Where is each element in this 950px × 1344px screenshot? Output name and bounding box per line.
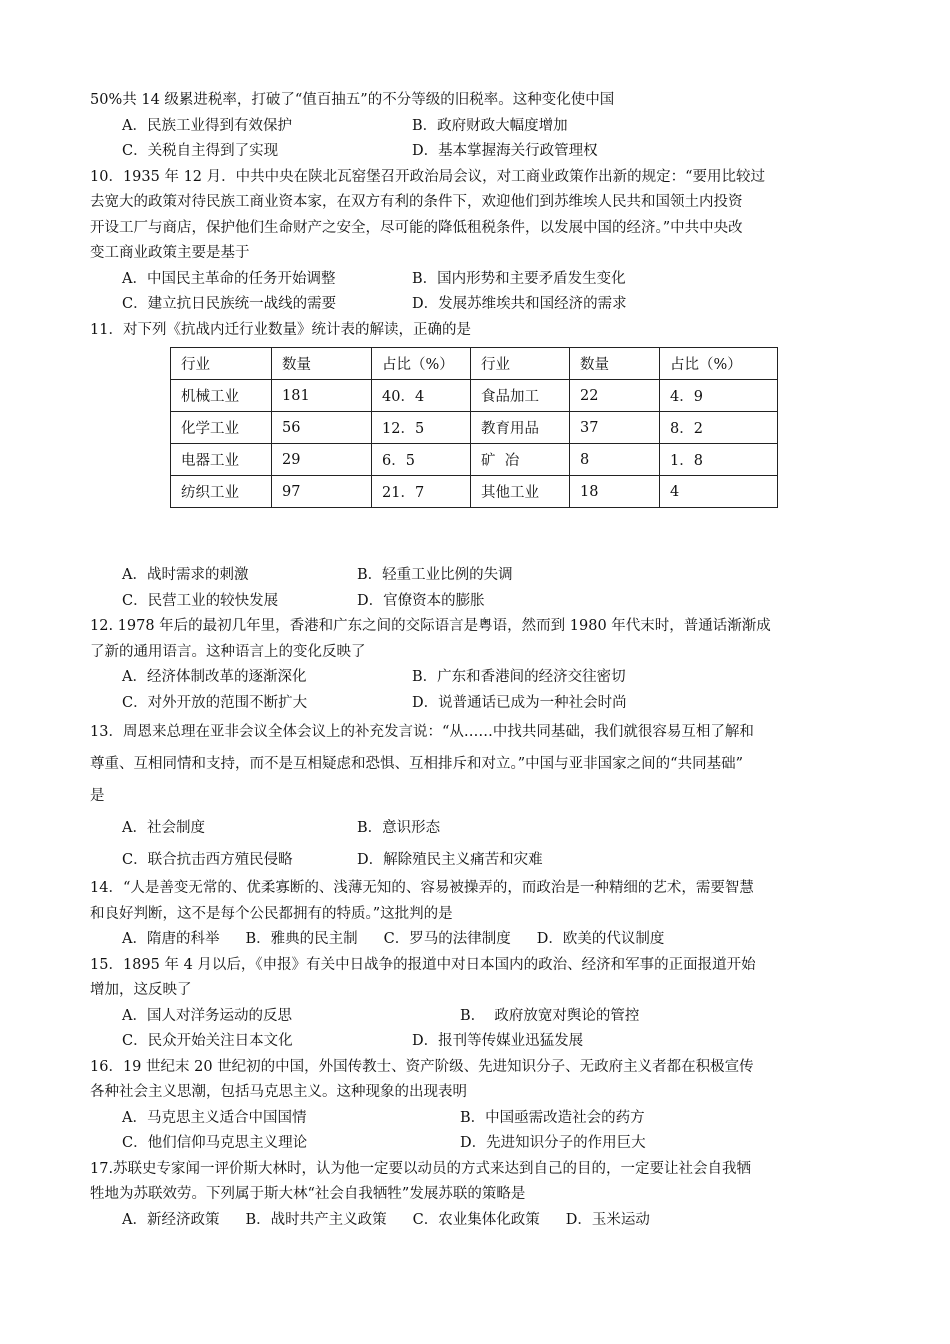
table-row: [171, 412, 778, 444]
q14-option-a: A．隋唐的科举: [122, 931, 220, 947]
question-16: [90, 1055, 870, 1157]
q9-option-a: A．民族工业得到有效保护: [122, 117, 292, 134]
table-cell: 8．2: [660, 412, 778, 444]
table-cell: 181: [272, 380, 372, 412]
table-cell: 12．5: [372, 412, 471, 444]
q9-option-b: B．政府财政大幅度增加: [412, 117, 568, 134]
question-12-stem-line-1: 12. 1978 年后的最初几年里，香港和广东之间的交际语言是粤语，然而到 1980 年代末时，普通话渐渐成: [90, 618, 771, 634]
table-row: [171, 444, 778, 476]
q11-option-a: A．战时需求的刺激: [122, 567, 249, 583]
question-9: [90, 88, 870, 165]
industry-relocation-table: [170, 347, 778, 508]
q16-option-a: A．马克思主义适合中国国情: [122, 1109, 307, 1126]
table-cell: 教育用品: [471, 412, 570, 444]
q12-option-d: D．说普通话已成为一种社会时尚: [412, 694, 627, 711]
table-cell: 1．8: [660, 444, 778, 476]
question-12-stem-line-2: 了新的通用语言。这种语言上的变化反映了: [90, 643, 366, 660]
question-16-stem-line-2: 各种社会主义思潮，包括马克思主义。这种现象的出现表明: [90, 1084, 467, 1100]
q14-option-b: B．雅典的民主制: [245, 931, 358, 947]
table-cell: 4: [660, 476, 778, 508]
question-10-stem-line-1: 10．1935 年 12 月．中共中央在陕北瓦窑堡召开政治局会议，对工商业政策作出新的规定：“要用比较过: [90, 168, 766, 185]
table-header-cell: 行业: [471, 348, 570, 380]
q15-option-b: B． 政府放宽对舆论的管控: [460, 1007, 640, 1024]
table-cell: 21．7: [372, 476, 471, 508]
q11-option-b: B．轻重工业比例的失调: [357, 567, 513, 583]
table-cell: 其他工业: [471, 476, 570, 508]
q17-option-b: B．战时共产主义政策: [245, 1211, 387, 1228]
q10-option-b: B．国内形势和主要矛盾发生变化: [412, 270, 626, 287]
table-cell: 机械工业: [171, 380, 272, 412]
question-10-stem-line-4: 变工商业政策主要是基于: [90, 245, 250, 261]
table-cell: 29: [272, 444, 372, 476]
q14-option-c: C．罗马的法律制度: [383, 931, 511, 947]
q13-option-d: D．解除殖民主义痛苦和灾难: [357, 852, 543, 868]
table-cell: 食品加工: [471, 380, 570, 412]
q16-option-c: C．他们信仰马克思主义理论: [122, 1135, 308, 1151]
question-13: [90, 716, 870, 876]
table-cell: 97: [272, 476, 372, 508]
q16-option-d: D．先进知识分子的作用巨大: [460, 1135, 646, 1151]
question-17-stem-line-1: 17.苏联史专家闻一评价斯大林时，认为他一定要以动员的方式来达到自己的目的，一定要让社会自我牺: [90, 1160, 752, 1177]
q17-option-c: C．农业集体化政策: [412, 1211, 540, 1228]
q12-option-b: B．广东和香港间的经济交往密切: [412, 669, 626, 685]
table-header-cell: 数量: [570, 348, 660, 380]
q17-option-a: A．新经济政策: [122, 1211, 220, 1228]
q11-option-c: C．民营工业的较快发展: [122, 592, 279, 609]
question-13-stem-line-2: 尊重、互相同情和支持，而不是互相疑虑和恐惧、互相排斥和对立。”中国与亚非国家之间的“共同基础”: [90, 756, 743, 772]
table-header-cell: 占比（%）: [372, 348, 471, 380]
q9-option-c: C．关税自主得到了实现: [122, 143, 279, 159]
table-header-cell: 数量: [272, 348, 372, 380]
question-17: [90, 1157, 870, 1234]
question-11: [90, 318, 870, 615]
question-14-stem-line-1: 14．“人是善变无常的、优柔寡断的、浅薄无知的、容易被操弄的，而政治是一种精细的艺术，需要智慧: [90, 880, 754, 896]
table-cell: 6．5: [372, 444, 471, 476]
q16-option-b: B．中国亟需改造社会的药方: [460, 1109, 645, 1126]
table-header-cell: 占比（%）: [660, 348, 778, 380]
q15-option-d: D．报刊等传媒业迅猛发展: [412, 1033, 584, 1049]
table-header-cell: 行业: [171, 348, 272, 380]
question-14: [90, 876, 870, 953]
exam-page: [90, 88, 870, 1233]
question-14-stem-line-2: 和良好判断，这不是每个公民都拥有的特质。”这批判的是: [90, 905, 453, 922]
question-11-stem: 11．对下列《抗战内迁行业数量》统计表的解读，正确的是: [90, 321, 471, 338]
table-row: [171, 380, 778, 412]
question-17-stem-line-2: 牲地为苏联效劳。下列属于斯大林“社会自我牺牲”发展苏联的策略是: [90, 1186, 526, 1202]
question-16-stem-line-1: 16．19 世纪末 20 世纪初的中国，外国传教士、资产阶级、先进知识分子、无政府主义者都在积极宣传: [90, 1058, 754, 1075]
table-cell: 纺织工业: [171, 476, 272, 508]
q9-option-d: D．基本掌握海关行政管理权: [412, 143, 598, 159]
q10-option-c: C．建立抗日民族统一战线的需要: [122, 296, 337, 312]
question-10-stem-line-3: 开设工厂与商店，保护他们生命财产之安全，尽可能的降低租税条件，以发展中国的经济。”中共中央改: [90, 219, 743, 236]
table-cell: 37: [570, 412, 660, 444]
q11-option-d: D．官僚资本的膨胀: [357, 592, 485, 609]
q15-option-c: C．民众开始关注日本文化: [122, 1033, 293, 1049]
q12-option-a: A．经济体制改革的逐渐深化: [122, 669, 307, 685]
table-cell: 18: [570, 476, 660, 508]
question-10: [90, 165, 870, 318]
q13-option-a: A．社会制度: [122, 820, 205, 836]
table-cell: 4．9: [660, 380, 778, 412]
table-cell: 电器工业: [171, 444, 272, 476]
table-cell: 8: [570, 444, 660, 476]
table-cell: 22: [570, 380, 660, 412]
table-header-row: [171, 348, 778, 380]
table-cell: 56: [272, 412, 372, 444]
q10-option-d: D．发展苏维埃共和国经济的需求: [412, 296, 627, 312]
question-12: [90, 614, 870, 716]
question-13-stem-line-1: 13．周恩来总理在亚非会议全体会议上的补充发言说：“从……中找共同基础，我们就很容易互相了解和: [90, 724, 754, 740]
table-cell: 化学工业: [171, 412, 272, 444]
table-row: [171, 476, 778, 508]
q13-option-c: C．联合抗击西方殖民侵略: [122, 852, 293, 868]
q12-option-c: C．对外开放的范围不断扩大: [122, 694, 308, 711]
question-15-stem-line-2: 增加，这反映了: [90, 982, 192, 998]
table-cell: 矿 冶: [471, 444, 570, 476]
q15-option-a: A．国人对洋务运动的反思: [122, 1007, 292, 1024]
question-15: [90, 953, 870, 1055]
question-15-stem-line-1: 15．1895 年 4 月以后，《申报》有关中日战争的报道中对日本国内的政治、经济和军事的正面报道开始: [90, 956, 756, 973]
q17-option-d: D．玉米运动: [565, 1211, 650, 1228]
q14-option-d: D．欧美的代议制度: [536, 931, 665, 947]
table-cell: 40．4: [372, 380, 471, 412]
question-9-stem: 50%共 14 级累进税率，打破了“值百抽五”的不分等级的旧税率。这种变化使中国: [90, 92, 615, 108]
q13-option-b: B．意识形态: [357, 820, 441, 836]
q10-option-a: A．中国民主革命的任务开始调整: [122, 270, 336, 287]
question-13-stem-line-3: 是: [90, 788, 105, 804]
question-10-stem-line-2: 去宽大的政策对待民族工商业资本家，在双方有利的条件下，欢迎他们到苏维埃人民共和国领土内投资: [90, 194, 743, 210]
